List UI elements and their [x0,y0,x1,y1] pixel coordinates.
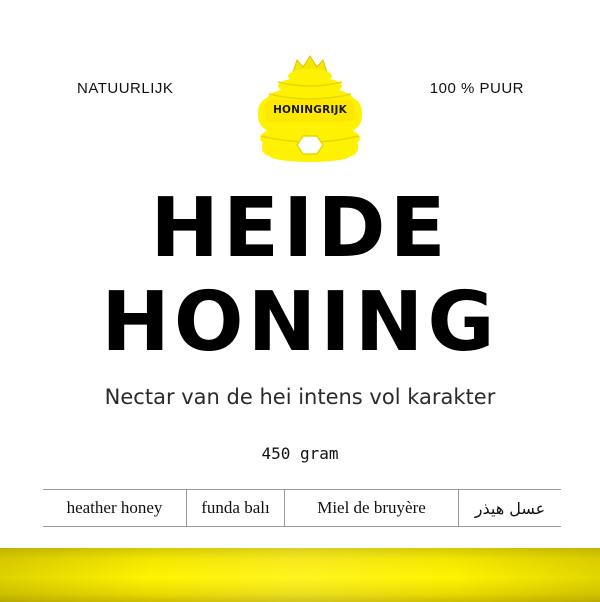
purity-tag: 100 % PUUR [429,80,524,97]
subtitle: Nectar van de hei intens vol karakter [104,385,496,409]
brand-name: HONINGRIJK [273,104,347,116]
natural-tag: NATUURLIJK [77,80,174,97]
net-weight: 450 gram [261,444,339,463]
translation-french: Miel de bruyère [284,490,458,526]
translation-turkish: funda balı [186,490,284,526]
title-line-1: HEIDE [150,181,450,276]
translation-arabic: عسل هيذر [458,490,561,526]
beehive-crown-icon [255,52,365,167]
gold-band [0,548,600,602]
translation-english: heather honey [66,498,163,517]
translation-strip [43,489,561,527]
title-line-2: HONING [101,275,499,370]
